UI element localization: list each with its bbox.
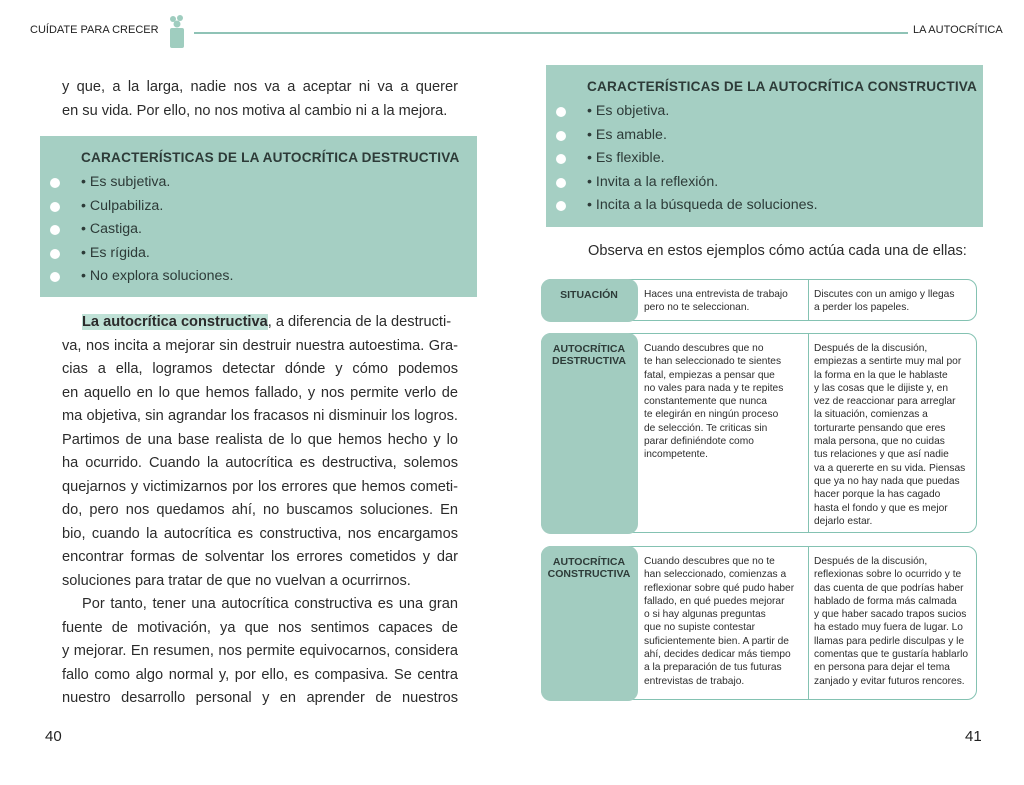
list-item bbox=[81, 198, 163, 214]
item-label: Es rígida. bbox=[89, 244, 150, 261]
column-divider bbox=[808, 334, 809, 532]
examples-intro: Observa en estos ejemplos cómo actúa cada una de ellas: bbox=[588, 243, 967, 259]
text-line: Partimos de una base realista de lo que hemos hecho y lo bbox=[62, 431, 458, 448]
item-label: Es subjetiva. bbox=[89, 174, 171, 190]
bullet-icon: • bbox=[81, 197, 90, 214]
box-title: CARACTERÍSTICAS DE LA AUTOCRÍTICA DESTRUCTIVA bbox=[81, 150, 460, 165]
text-line: en aquello en lo que hemos fallado, y nos permite verlo de bbox=[62, 384, 458, 401]
item-label: Es flexible. bbox=[595, 150, 665, 166]
column-divider bbox=[808, 280, 809, 320]
item-label: Incita a la búsqueda de soluciones. bbox=[595, 197, 818, 213]
text-line: encontrar formas de solventar los errores cometidos y dar bbox=[62, 549, 458, 565]
list-item bbox=[81, 174, 170, 190]
list-item bbox=[587, 103, 669, 119]
text-line: ha ocurrido. Cuando la autocrítica es destructiva, solemos bbox=[62, 455, 458, 471]
table-cell: Cuando descubres que no te han seleccionado te sientes fatal, empiezas a pensar que no vales para nada y te repites constantemente que nunca te elegirán en ningún proceso de selección. Te criticas sin parar definiéndote como incompetente. bbox=[644, 343, 784, 461]
bullet-icon: • bbox=[587, 126, 596, 143]
text-line: va, nos incita a mejorar sin destruir nuestra autoestima. Gra- bbox=[62, 337, 458, 354]
page-number-left: 40 bbox=[45, 728, 62, 745]
item-label: Culpabiliza. bbox=[89, 197, 164, 214]
bullet-circle-icon bbox=[50, 202, 60, 212]
running-header-right: LA AUTOCRÍTICA bbox=[913, 24, 1003, 36]
table-cell: Después de la discusión, empiezas a sentirte muy mal por la forma en la que le hablaste y las cosas que le dijiste y, en vez de reaccionar para arreglar la situación, comienzas a torturarte pensando que eres mala persona, que no cuidas tus relaciones y que así nadie va a quererte en su vida. Piensas que ya no hay nada que puedas hacer porque la has cagado hasta el fondo y que es mejor dejarlo estar. bbox=[814, 343, 966, 527]
running-header-left: CUÍDATE PARA CRECER bbox=[30, 24, 159, 36]
bullet-circle-icon bbox=[556, 154, 566, 164]
table-row bbox=[541, 279, 977, 321]
box-title: CARACTERÍSTICAS DE LA AUTOCRÍTICA CONSTRUCTIVA bbox=[587, 79, 978, 94]
text-line: nuestro desarrollo personal y en aprender de nuestros bbox=[62, 690, 458, 706]
item-label: Es amable. bbox=[595, 126, 667, 143]
bullet-circle-icon bbox=[556, 131, 566, 141]
text-line: cias a ella, logramos detectar dónde y cómo podemos bbox=[62, 361, 458, 377]
bullet-circle-icon bbox=[556, 201, 566, 211]
bullet-icon: • bbox=[587, 103, 596, 119]
list-item bbox=[81, 221, 142, 237]
bullet-icon: • bbox=[81, 268, 90, 284]
bullet-icon: • bbox=[587, 197, 596, 213]
list-item bbox=[81, 268, 233, 284]
text-line: soluciones para tratar de que no vuelvan a ocurrirnos. bbox=[62, 572, 411, 589]
bullet-circle-icon bbox=[50, 249, 60, 259]
item-label: Invita a la reflexión. bbox=[595, 173, 719, 190]
column-divider bbox=[808, 547, 809, 699]
row-label: AUTOCRÍTICA DESTRUCTIVA bbox=[541, 333, 638, 534]
text-line: ma objetiva, sin agrandar los fracasos ni disminuir los logros. bbox=[62, 408, 458, 424]
item-label: No explora soluciones. bbox=[89, 268, 234, 284]
para1-first-line bbox=[82, 312, 458, 332]
bullet-icon: • bbox=[587, 150, 596, 166]
bullet-icon: • bbox=[81, 244, 90, 261]
text-line: en su vida. Por ello, no nos motiva al cambio ni a la mejora. bbox=[62, 102, 448, 119]
table-cell: Cuando descubres que no te han seleccionado, comienzas a reflexionar sobre qué pudo haber fallado, en qué puedes mejorar o si hay algunas preguntas que no supiste contestar suficientemente bien. A partir de ahí, decides dedicar más tiempo a la preparación de tus futuras entrevistas de trabajo. bbox=[644, 556, 795, 687]
bullet-circle-icon bbox=[50, 272, 60, 282]
row-label: SITUACIÓN bbox=[541, 279, 638, 322]
text: , a diferencia de la destructi- bbox=[267, 314, 452, 330]
bullet-icon: • bbox=[81, 174, 90, 190]
bullet-circle-icon bbox=[556, 107, 566, 117]
text-line: y que, a la larga, nadie nos va a aceptar ni va a querer bbox=[62, 79, 458, 95]
table-cell: Haces una entrevista de trabajo pero no te seleccionan. bbox=[644, 289, 788, 314]
text-line: Por tanto, tener una autocrítica constructiva es una gran bbox=[82, 596, 458, 612]
text-line: bio, cuando la autocrítica es constructiva, nos encargamos bbox=[62, 525, 458, 542]
list-item bbox=[81, 245, 150, 261]
table-row bbox=[541, 546, 977, 700]
bullet-icon: • bbox=[587, 173, 596, 190]
destructive-characteristics-box bbox=[40, 136, 477, 297]
text-line: do, pero nos quedamos ahí, no buscamos soluciones. En bbox=[62, 502, 458, 518]
list-item bbox=[587, 127, 667, 143]
item-label: Castiga. bbox=[89, 221, 142, 237]
table-row bbox=[541, 333, 977, 533]
text-line: quejarnos y victimizarnos por los errores que hemos cometi- bbox=[62, 478, 458, 495]
table-cell: Discutes con un amigo y llegas a perder los papeles. bbox=[814, 289, 955, 314]
table-cell: Después de la discusión, reflexionas sobre lo ocurrido y te das cuenta de que podrías haber hablado de forma más calmada y que haber sacado trapos sucios ha estado muy fuera de lugar. Lo llamas para pedirle disculpas y le comentas que te gustaría hablarlo en persona para dejar el tema zanjado y evitar futuros rencores. bbox=[814, 556, 969, 687]
bullet-icon: • bbox=[81, 221, 90, 237]
constructive-characteristics-box bbox=[546, 65, 983, 227]
highlighted-term: La autocrítica constructiva bbox=[82, 314, 268, 330]
page-number-right: 41 bbox=[965, 728, 982, 745]
text-line: fallo como algo normal y, por ello, es compasiva. Se centra bbox=[62, 666, 458, 683]
bullet-circle-icon bbox=[50, 178, 60, 188]
text-line: y mejorar. En resumen, nos permite equivocarnos, considera bbox=[62, 643, 458, 659]
header-rule bbox=[194, 32, 908, 34]
text-line: fuente de motivación, ya que nos sentimos capaces de bbox=[62, 619, 458, 636]
list-item bbox=[587, 197, 818, 213]
bullet-circle-icon bbox=[556, 178, 566, 188]
list-item bbox=[587, 150, 665, 166]
row-label: AUTOCRÍTICA CONSTRUCTIVA bbox=[541, 546, 638, 701]
plant-icon bbox=[168, 14, 186, 48]
bullet-circle-icon bbox=[50, 225, 60, 235]
list-item bbox=[587, 174, 718, 190]
item-label: Es objetiva. bbox=[595, 103, 670, 119]
